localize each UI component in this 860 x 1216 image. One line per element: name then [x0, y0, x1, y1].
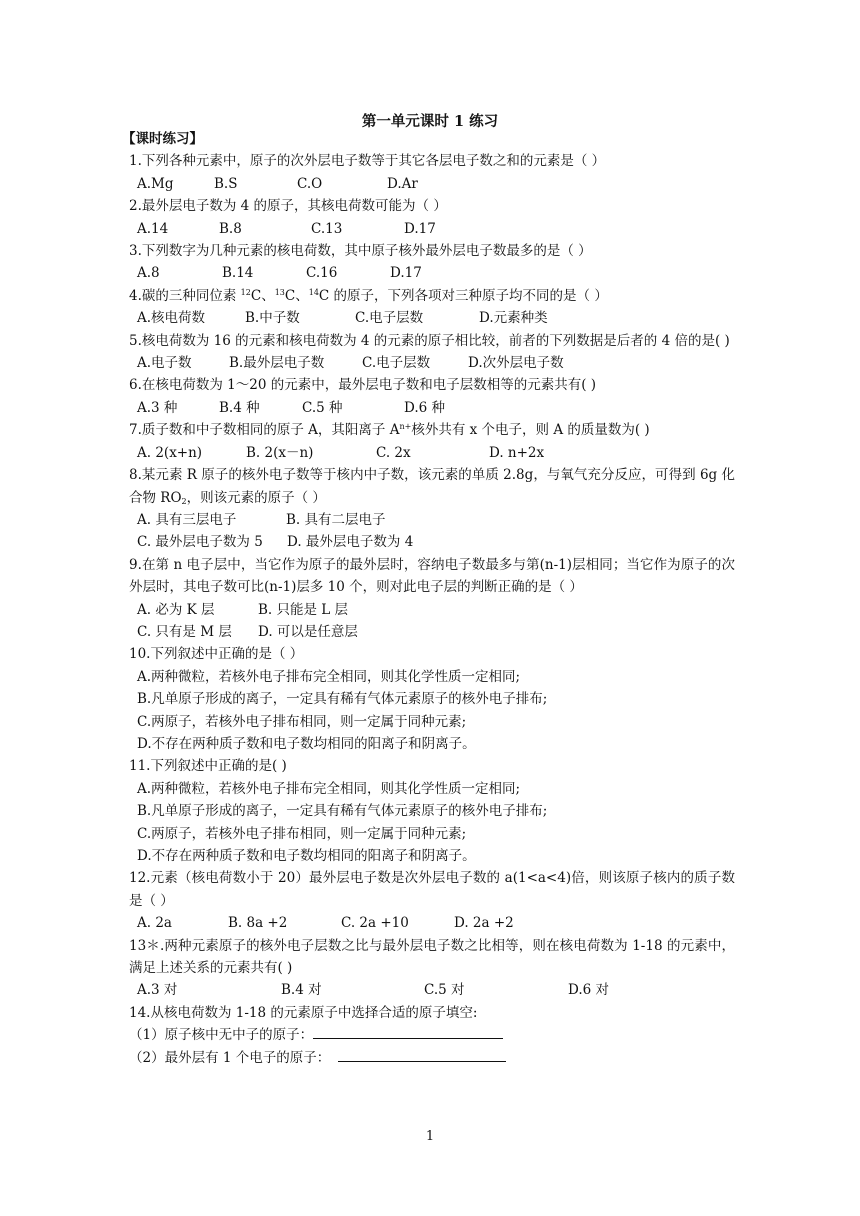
option-d: D. 2a +2 [454, 915, 514, 932]
question-5-options [129, 352, 735, 374]
option-a: A. 具有三层电子 [137, 511, 237, 528]
option-c: C.电子层数 [355, 310, 424, 327]
option-d: D.不存在两种质子数和电子数均相同的阳离子和阴离子。 [137, 848, 476, 864]
answer-blank[interactable] [313, 1024, 503, 1039]
question-7: 7.质子数和中子数相同的原子 A，其阳离子 $A^{n+}$核外共有 x 个电子，则 A 的质量数为( ) [129, 422, 650, 439]
question-1-options [129, 173, 735, 195]
question-6-options [129, 397, 735, 419]
option-b: B.最外层电子数 [229, 355, 325, 372]
question-8-options-row1 [129, 509, 735, 531]
option-d: D.不存在两种质子数和电子数均相同的阳离子和阴离子。 [137, 735, 476, 752]
option-a: A. 必为 K 层 [137, 601, 215, 618]
option-b: B.4 种 [219, 399, 260, 416]
option-a: A.电子数 [137, 355, 192, 372]
question-8: 8.某元素 R 原子的核外电子数等于核内中子数，该元素的单质 2.8g，与氧气充分反应，可得到 6g 化合物 $RO_2$，则该元素的原子（ ） [129, 467, 735, 506]
option-b: B. 具有二层电子 [286, 511, 386, 528]
option-a: A.3 种 [137, 399, 178, 416]
option-a: A.Mg [137, 175, 174, 192]
question-13: 13＊.两种元素原子的核外电子层数之比与最外层电子数之比相等，则在核电荷数为 1-18 的元素中，满足上述关系的元素共有( ) [129, 937, 735, 977]
option-c: C. 2a +10 [341, 915, 409, 932]
question-4: 4.碳的三种同位素 $^{12}$C、$^{13}$C、$^{14}$C 的原子，下列各项对三种原子均不同的是（ ） [129, 287, 608, 304]
question-12: 12.元素（核电荷数小于 20）最外层电子数是次外层电子数的 a(1<a<4)倍，则该原子核内的质子数是（ ） [129, 870, 735, 909]
option-c: C. 只有是 M 层 [137, 623, 232, 640]
question-9-options-row2 [129, 621, 735, 643]
fill-item-1: （1）原子核中无中子的原子： [129, 1024, 735, 1046]
option-a: A. 2(x+n) [137, 444, 203, 461]
option-c: C. 最外层电子数为 5 [137, 534, 263, 551]
option-c: C.5 对 [424, 982, 465, 999]
option-c: C.O [297, 175, 323, 192]
question-14: 14.从核电荷数为 1-18 的元素原子中选择合适的原子填空: [129, 1004, 478, 1021]
option-b: B.8 [219, 220, 242, 237]
question-2: 2.最外层电子数为 4 的原子，其核电荷数可能为（ ） [129, 198, 447, 215]
question-9: 9.在第 n 电子层中，当它作为原子的最外层时，容纳电子数最多与第(n-1)层相同；当它作为原子的次外层时，其电子数可比(n-1)层多 10 个，则对此电子层的判断正确的是（ ） [129, 556, 735, 596]
option-c: C.5 种 [302, 399, 343, 416]
option-b: B.凡单原子形成的离子，一定具有稀有气体元素原子的核外电子排布; [137, 803, 548, 820]
option-c: C.两原子，若核外电子排布相同，则一定属于同种元素; [137, 713, 467, 730]
page-number: 1 [425, 1129, 435, 1144]
option-d: D.元素种类 [479, 310, 548, 327]
option-a: A.两种微粒，若核外电子排布完全相同，则其化学性质一定相同; [137, 780, 521, 797]
option-b: B.S [214, 175, 238, 192]
option-b: B.14 [222, 265, 254, 282]
option-b: B. 2(x－n) [246, 444, 314, 461]
option-d: D.17 [404, 220, 436, 237]
question-10: 10.下列叙述中正确的是（ ） [129, 646, 304, 663]
option-b: B.中子数 [245, 310, 300, 327]
option-c: C. 2x [376, 444, 411, 461]
question-5: 5.核电荷数为 16 的元素和核电荷数为 4 的元素的原子相比较，前者的下列数据是后者的 4 倍的是( ) [129, 332, 730, 349]
option-a: A.3 对 [137, 982, 178, 999]
option-d: D. 最外层电子数为 4 [287, 534, 414, 551]
option-b: B. 8a +2 [228, 915, 288, 932]
question-1: 1.下列各种元素中，原子的次外层电子数等于其它各层电子数之和的元素是（ ） [129, 153, 606, 170]
question-3: 3.下列数字为几种元素的核电荷数，其中原子核外最外层电子数最多的是（ ） [129, 243, 592, 260]
question-4-options [129, 307, 735, 329]
option-d: D.6 对 [568, 982, 610, 999]
option-a: A. 2a [137, 915, 172, 932]
answer-blank[interactable] [338, 1047, 506, 1062]
option-d: D. 可以是任意层 [258, 623, 358, 640]
option-a: A.两种微粒，若核外电子排布完全相同，则其化学性质一定相同; [137, 668, 521, 685]
page-title: 第一单元课时 1 练习 [361, 113, 499, 130]
option-c: C.电子层数 [362, 355, 431, 372]
option-b: B.凡单原子形成的离子，一定具有稀有气体元素原子的核外电子排布; [137, 691, 548, 708]
section-heading: 【课时练习】 [122, 131, 203, 147]
option-c: C.16 [306, 265, 338, 282]
option-c: C.13 [311, 220, 343, 237]
option-b: B.4 对 [281, 982, 322, 999]
option-a: A.8 [137, 265, 160, 282]
question-8-options-row2 [129, 531, 735, 553]
option-d: D.Ar [387, 175, 418, 192]
option-a: A.14 [137, 220, 169, 237]
question-11: 11.下列叙述中正确的是( ) [129, 758, 287, 775]
question-2-options [129, 218, 735, 240]
option-b: B. 只能是 L 层 [258, 601, 349, 618]
option-d: D.17 [390, 265, 422, 282]
question-7-options [129, 442, 735, 464]
question-13-options [129, 979, 735, 1001]
option-d: D.6 种 [404, 399, 446, 416]
question-3-options [129, 262, 735, 284]
option-d: D.次外层电子数 [468, 355, 564, 372]
question-9-options-row1 [129, 599, 735, 621]
question-6: 6.在核电荷数为 1～20 的元素中，最外层电子数和电子层数相等的元素共有( ) [129, 377, 597, 394]
option-d: D. n+2x [489, 444, 545, 461]
exercise-content [122, 128, 735, 1069]
option-c: C.两原子，若核外电子排布相同，则一定属于同种元素; [137, 825, 467, 842]
question-12-options [129, 912, 735, 934]
fill-item-2: （2）最外层有 1 个电子的原子： [129, 1047, 735, 1069]
option-a: A.核电荷数 [137, 310, 206, 327]
